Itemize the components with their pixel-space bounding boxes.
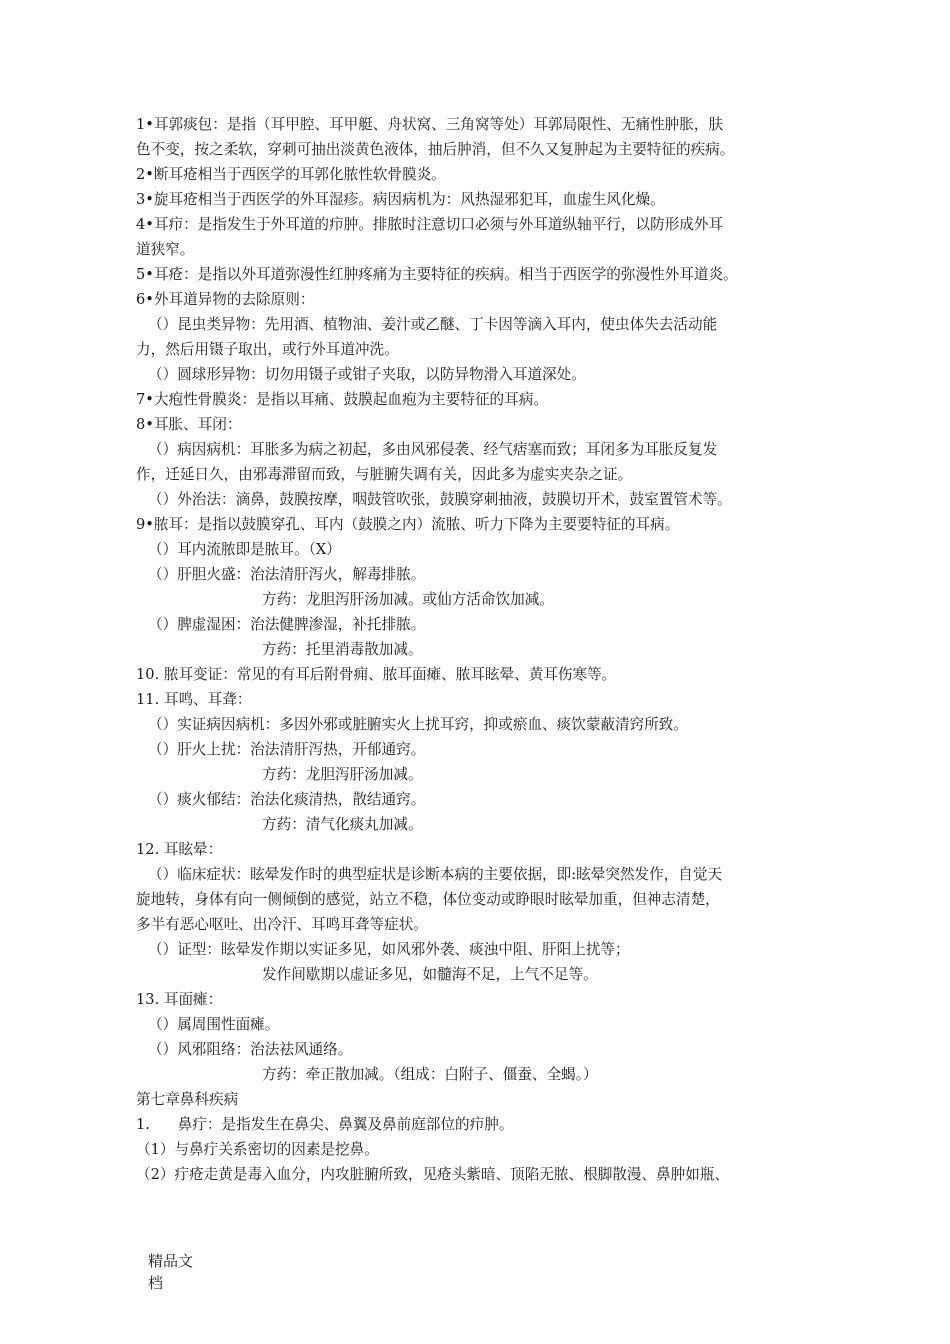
text-line: （）肝火上扰：治法清肝泻热，开郁通窍。 [148,741,426,758]
text-line: （1）与鼻疔关系密切的因素是挖鼻。 [136,1141,379,1158]
text-line: 6•外耳道异物的去除原则： [136,291,315,308]
text-line: 11. 耳鸣、耳聋： [136,691,252,708]
text-line: 10. 脓耳变证：常见的有耳后附骨痈、脓耳面瘫、脓耳眩晕、黄耳伤寒等。 [136,666,617,683]
text-line: （）外治法：滴鼻，鼓膜按摩，咽鼓管吹张，鼓膜穿刺抽液，鼓膜切开术，鼓室置管术等。 [148,491,732,508]
text-line: （）属周围性面瘫。 [148,1016,280,1033]
text-line: 道狭窄。 [136,241,195,258]
text-line: 方药：龙胆泻肝汤加减。或仙方活命饮加减。 [262,591,554,608]
text-line: （）临床症状：眩晕发作时的典型症状是诊断本病的主要依据，即:眩晕突然发作，自觉天 [148,866,723,883]
text-line: 13. 耳面瘫： [136,991,223,1008]
text-line: 方药：托里消毒散加减。 [262,641,423,658]
footer-watermark [148,1250,193,1294]
text-line: 9•脓耳：是指以鼓膜穿孔、耳内（鼓膜之内）流脓、听力下降为主要要特征的耳病。 [136,516,680,533]
document-body [136,112,836,1187]
text-line: 3•旋耳疮相当于西医学的外耳湿疹。病因病机为：风热湿邪犯耳，血虚生风化燥。 [136,191,665,208]
chapter-heading: 第七章鼻科疾病 [136,1091,239,1108]
footer-line: 档 [148,1274,164,1292]
text-line: 作，迁延日久，由邪毒滞留而致，与脏腑失调有关，因此多为虚实夹杂之证。 [136,466,633,483]
text-line: 发作间歇期以虚证多见，如髓海不足，上气不足等。 [262,966,598,983]
text-line: （）风邪阻络：治法祛风通络。 [148,1041,353,1058]
text-line: （）昆虫类异物：先用酒、植物油、姜汁或乙醚、丁卡因等滴入耳内，使虫体失去活动能 [148,316,718,333]
text-line: 方药：清气化痰丸加减。 [262,816,423,833]
text-line: 方药：龙胆泻肝汤加减。 [262,766,423,783]
text-line: 方药：牵正散加减。（组成：白附子、僵蚕、全蝎。） [262,1066,598,1083]
text-line: 旋地转，身体有向一侧倾倒的感觉，站立不稳，体位变动或睁眼时眩晕加重，但神志清楚， [136,891,720,908]
text-line: 8•耳胀、耳闭： [136,416,242,433]
text-line: 5•耳疮：是指以外耳道弥漫性红肿疼痛为主要特征的疾病。相当于西医学的弥漫性外耳道炎。 [136,266,738,283]
text-line: （）证型：眩晕发作期以实证多见，如风邪外袭、痰浊中阻、肝阳上扰等； [148,941,630,958]
footer-line: 精品文 [148,1252,194,1270]
text-line: 2•断耳疮相当于西医学的耳郭化脓性软骨膜炎。 [136,166,446,183]
text-line: （）肝胆火盛：治法清肝泻火，解毒排脓。 [148,566,426,583]
text-line: 12. 耳眩晕： [136,841,223,858]
text-line: （）圆球形异物：切勿用镊子或钳子夹取，以防异物滑入耳道深处。 [148,366,586,383]
text-line: （）脾虚湿困：治法健脾渗湿，补托排脓。 [148,616,426,633]
text-line: （）痰火郁结：治法化痰清热，散结通窍。 [148,791,426,808]
text-line: （）实证病因病机：多因外邪或脏腑实火上扰耳窍，抑或瘀血、痰饮蒙蔽清窍所致。 [148,716,688,733]
text-line: 力，然后用镊子取出，或行外耳道冲洗。 [136,341,399,358]
text-line: 色不变，按之柔软，穿刺可抽出淡黄色液体，抽后肿消，但不久又复肿起为主要特征的疾病。 [136,141,735,158]
text-line: 1•耳郭痰包：是指（耳甲腔、耳甲艇、舟状窝、三角窝等处）耳郭局限性、无痛性肿胀，肤 [136,116,724,133]
text-line: （）耳内流脓即是脓耳。（X） [148,541,341,558]
text-line: 1. 鼻疔：是指发生在鼻尖、鼻翼及鼻前庭部位的疖肿。 [136,1116,514,1133]
text-line: 7•大疱性骨膜炎：是指以耳痛、鼓膜起血疱为主要特征的耳病。 [136,391,548,408]
text-line: 4•耳疖：是指发生于外耳道的疖肿。排脓时注意切口必须与外耳道纵轴平行，以防形成外耳 [136,216,724,233]
text-line: （）病因病机：耳胀多为病之初起，多由风邪侵袭、经气痞塞而致；耳闭多为耳胀反复发 [148,441,718,458]
text-line: 多半有恶心呕吐、出冷汗、耳鸣耳聋等症状。 [136,916,428,933]
text-line: （2）疔疮走黄是毒入血分，内攻脏腑所致，见疮头紫暗、顶陷无脓、根脚散漫、鼻肿如瓶、 [136,1166,730,1183]
